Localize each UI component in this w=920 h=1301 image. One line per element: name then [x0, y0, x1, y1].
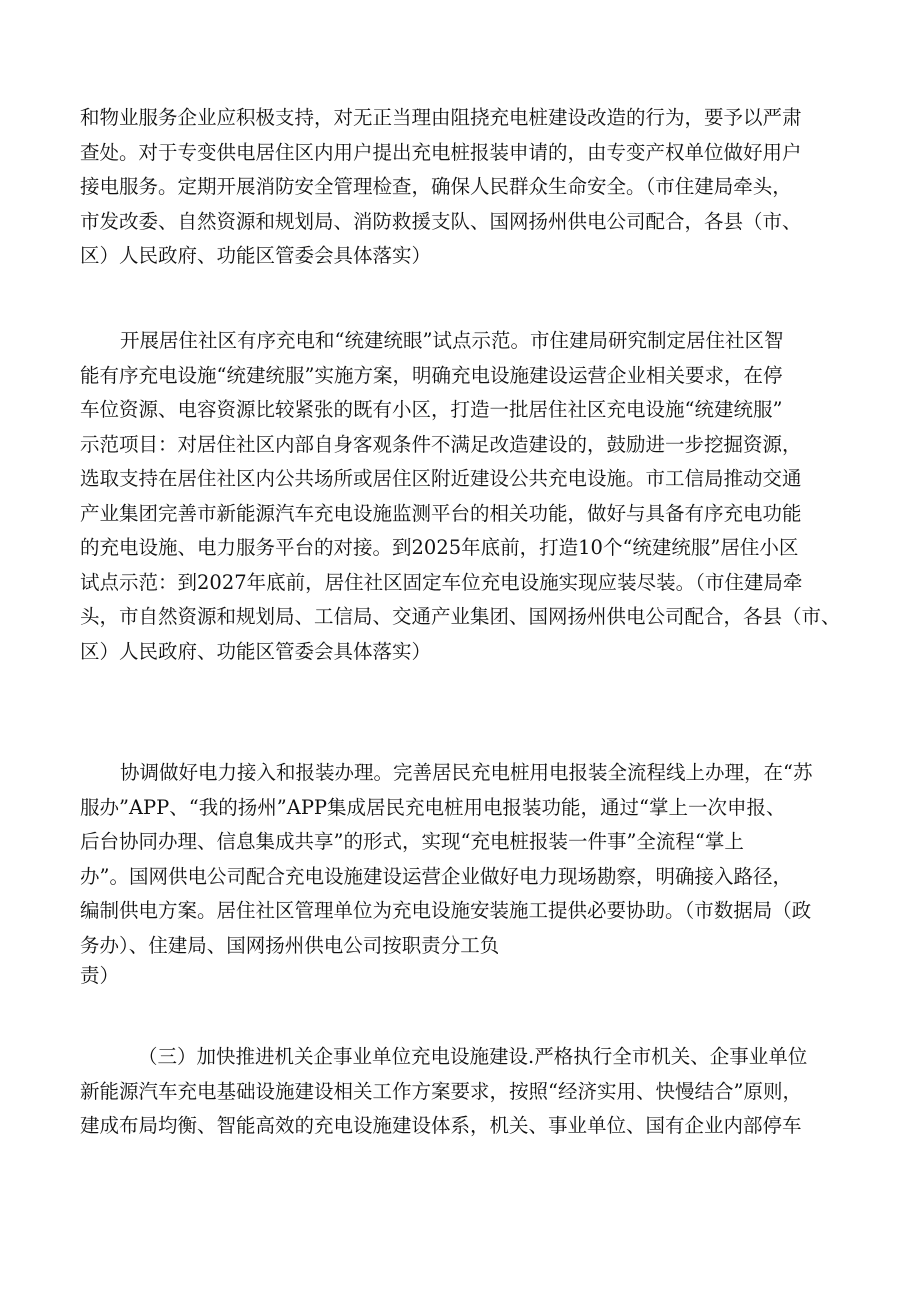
text-line: 协调做好电力接入和报装办理。完善居民充电桩用电报装全流程线上办理，在“苏 [120, 761, 813, 784]
text-line: 产业集团完善市新能源汽车充电设施监测平台的相关功能，做好与具备有序充电功能 [80, 501, 802, 525]
text-line: 责） [80, 964, 120, 987]
text-line: 务办）、住建局、国网扬州供电公司按职责分工负 [80, 933, 500, 957]
text-line: 能有序充电设施“统建统服”实施方案，明确充电设施建设运营企业相关要求，在停 [80, 363, 783, 387]
text-line: 接电服务。定期开展消防安全管理检查，确保人民群众生命安全。（市住建局牵头， [80, 175, 792, 198]
text-line: 开展居住社区有序充电和“统建统眼”试点示范。市住建局研究制定居住社区智 [120, 329, 784, 352]
paragraph-2 [80, 324, 840, 669]
paragraph-4 [80, 1040, 840, 1144]
text-line: 区）人民政府、功能区管委会具体落实） [80, 639, 432, 663]
text-line: 服办”APP、“我的扬州”APP集成居民充电桩用电报装功能，通过“掌上一次申报、 [80, 795, 786, 819]
paragraph-1 [80, 101, 840, 274]
text-line: 办”。国网供电公司配合充电设施建设运营企业做好电力现场勘察，明确接入路径， [80, 864, 792, 888]
text-line: 头，市自然资源和规划局、工信局、交通产业集团、国网扬州供电公司配合，各县（市、 [80, 605, 841, 628]
text-line: 车位资源、电容资源比较紧张的既有小区，打造一批居住社区充电设施“统建统服” [80, 398, 783, 421]
text-line: 新能源汽车充电基础设施建设相关工作方案要求，按照“经济实用、快慢结合”原则， [80, 1079, 802, 1103]
text-line: 选取支持在居住社区内公共场所或居住区附近建设公共充电设施。市工信局推动交通 [80, 467, 802, 490]
text-line: 示范项目：对居住社区内部自身客观条件不满足改造建设的，鼓励进一步挖掘资源， [80, 432, 802, 456]
text-line: （三）加快推进机关企事业单位充电设施建设.严格执行全市机关、企事业单位 [138, 1045, 808, 1068]
text-line: 和物业服务企业应积极支持，对无正当理由阻挠充电桩建设改造的行为，要予以严肃 [80, 106, 802, 129]
text-line: 市发改委、自然资源和规划局、消防救援支队、国网扬州供电公司配合，各县（市、 [80, 209, 802, 233]
text-line: 区）人民政府、功能区管委会具体落实） [80, 244, 432, 267]
text-line: 的充电设施、电力服务平台的对接。到2025年底前，打造10个“统建统服”居住小区 [80, 536, 799, 559]
text-line: 编制供电方案。居住社区管理单位为充电设施安装施工提供必要协助。（市数据局（政 [80, 899, 812, 922]
text-line: 后台协同办理、信息集成共享”的形式，实现“充电桩报装一件事”全流程“掌上 [80, 830, 744, 853]
text-line: 查处。对于专变供电居住区内用户提出充电桩报装申请的，由专变产权单位做好用户 [80, 140, 802, 164]
text-line: 建成布局均衡、智能高效的充电设施建设体系，机关、事业单位、国有企业内部停车 [80, 1114, 802, 1137]
paragraph-3 [80, 756, 840, 989]
text-line: 试点示范：到2027年底前，居住社区固定车位充电设施实现应装尽装。（市住建局牵 [80, 570, 803, 594]
